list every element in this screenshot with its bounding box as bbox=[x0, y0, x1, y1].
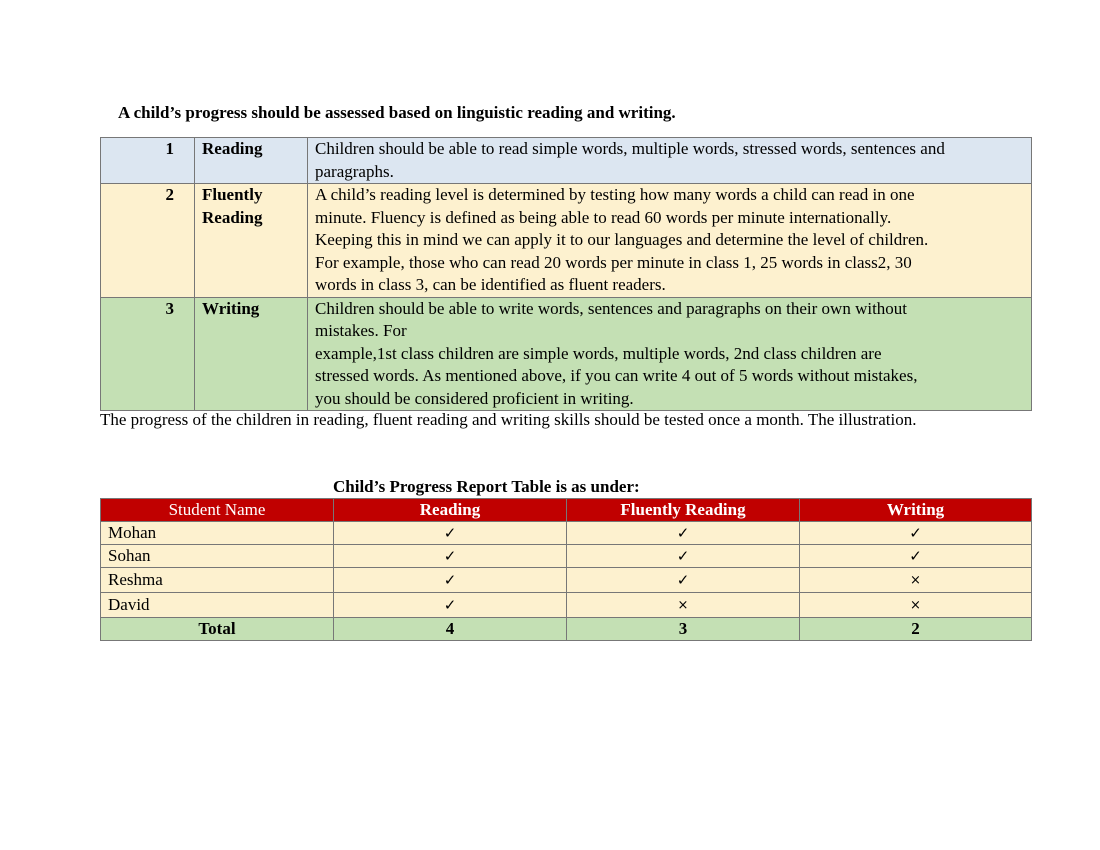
check-icon: ✓ bbox=[443, 571, 457, 589]
progress-report-table bbox=[100, 498, 1032, 641]
cross-icon: × bbox=[910, 598, 921, 613]
total-row bbox=[101, 618, 1032, 641]
criteria-row-writing bbox=[101, 297, 1032, 411]
reading-mark bbox=[334, 545, 567, 568]
reading-mark bbox=[334, 568, 567, 593]
criteria-number: 2 bbox=[101, 184, 195, 298]
total-label: Total bbox=[101, 618, 334, 641]
criteria-description: Children should be able to write words, sentences and paragraphs on their own without mistakes. For example,1st class children are simple words, multiple words, 2nd class children are stressed words. As mentioned above, if you can write 4 out of 5 words without mistakes, you should be considered proficient in writing. bbox=[308, 297, 1032, 411]
fluently-mark bbox=[567, 522, 800, 545]
header-student-name: Student Name bbox=[101, 499, 334, 522]
writing-mark bbox=[800, 545, 1032, 568]
fluently-mark bbox=[567, 568, 800, 593]
check-icon: ✓ bbox=[676, 571, 690, 589]
reading-mark bbox=[334, 522, 567, 545]
criteria-label: Fluently Reading bbox=[195, 184, 308, 298]
header-fluently-reading: Fluently Reading bbox=[567, 499, 800, 522]
check-icon: ✓ bbox=[676, 524, 690, 542]
cross-icon: × bbox=[910, 573, 921, 588]
criteria-description: A child’s reading level is determined by testing how many words a child can read in one minute. Fluency is defined as being able to read 60 words per minute internationally. Keeping this in mind we can apply it to our languages and determine the level of children. For example, those who can read 20 words per minute in class 1, 25 words in class2, 30 words in class 3, can be identified as fluent readers. bbox=[308, 184, 1032, 298]
criteria-label: Writing bbox=[195, 297, 308, 411]
total-writing: 2 bbox=[800, 618, 1032, 641]
report-header-row bbox=[101, 499, 1032, 522]
total-fluently: 3 bbox=[567, 618, 800, 641]
total-reading: 4 bbox=[334, 618, 567, 641]
check-icon: ✓ bbox=[443, 547, 457, 565]
student-name: David bbox=[101, 593, 334, 618]
check-icon: ✓ bbox=[676, 547, 690, 565]
table-row bbox=[101, 545, 1032, 568]
page-heading: A child’s progress should be assessed based on linguistic reading and writing. bbox=[118, 103, 676, 122]
table-row bbox=[101, 593, 1032, 618]
criteria-label: Reading bbox=[195, 138, 308, 184]
check-icon: ✓ bbox=[443, 524, 457, 542]
student-name: Mohan bbox=[101, 522, 334, 545]
check-icon: ✓ bbox=[909, 524, 922, 542]
criteria-number: 1 bbox=[101, 138, 195, 184]
check-icon: ✓ bbox=[443, 596, 457, 614]
student-name: Reshma bbox=[101, 568, 334, 593]
criteria-row-fluently-reading bbox=[101, 184, 1032, 298]
report-title: Child’s Progress Report Table is as under: bbox=[333, 477, 640, 496]
writing-mark bbox=[800, 568, 1032, 593]
student-name: Sohan bbox=[101, 545, 334, 568]
fluently-mark bbox=[567, 545, 800, 568]
fluently-mark bbox=[567, 593, 800, 618]
criteria-row-reading bbox=[101, 138, 1032, 184]
table-row bbox=[101, 568, 1032, 593]
criteria-table bbox=[100, 137, 1032, 411]
criteria-number: 3 bbox=[101, 297, 195, 411]
criteria-description: Children should be able to read simple words, multiple words, stressed words, sentences and paragraphs. bbox=[308, 138, 1032, 184]
writing-mark bbox=[800, 522, 1032, 545]
table-row bbox=[101, 522, 1032, 545]
writing-mark bbox=[800, 593, 1032, 618]
cross-icon: × bbox=[677, 598, 689, 613]
header-writing: Writing bbox=[800, 499, 1032, 522]
body-paragraph: The progress of the children in reading, fluent reading and writing skills should be tested once a month. The illustration. bbox=[100, 410, 917, 429]
header-reading: Reading bbox=[334, 499, 567, 522]
check-icon: ✓ bbox=[909, 547, 922, 565]
reading-mark bbox=[334, 593, 567, 618]
